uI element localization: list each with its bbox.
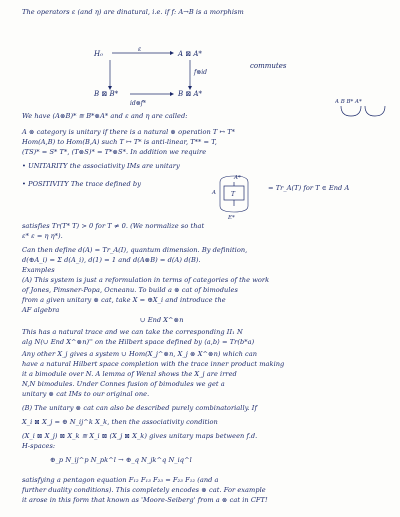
side-cup-figure: [335, 96, 390, 120]
text-line-35: ⊕_p N_ij^p N_pk^l → ⊕_q N_jk^q N_iq^l: [50, 456, 192, 464]
text-line-28: it a bimodule over N. A lemma of Wenzl shows the X_j are irred: [22, 370, 237, 378]
diagram-node-bottom-left: B ⊠ B*: [94, 90, 119, 98]
text-line-38: it arose in this form that known as 'Moore-Seiberg' from a ⊗ cat in CFT!: [22, 496, 268, 504]
text-line-33: (X_i ⊠ X_j) ⊠ X_k ≅ X_i ⊠ (X_j ⊠ X_k) gives unitary maps between f.d.: [22, 432, 258, 440]
box-label-bottom: E*: [228, 215, 235, 220]
text-line-20: of Jones, Pimsner-Popa, Ocneanu. To build a ⊗ cat of bimodules: [22, 286, 238, 294]
diagram-node-top-right: A ⊠ A*: [178, 50, 202, 58]
diagram-label-bottom: id⊗f*: [130, 100, 147, 107]
diagram-node-h0: H₀: [94, 50, 103, 58]
text-line-18: Examples: [22, 266, 55, 274]
text-line-14: satisfies Tr(T* T) > 0 for T ≠ 0. (We normalize so that: [22, 222, 205, 230]
text-line-31: (B) The unitary ⊗ cat can also be described purely combinatorially. If: [22, 404, 257, 412]
text-line-22: AF algebra: [22, 306, 60, 314]
text-line-30: unitary ⊗ cat IMs to our original one.: [22, 390, 150, 398]
trace-box-figure: [210, 172, 270, 220]
text-line-23: ∪ End X^⊗n: [140, 316, 184, 324]
text-line-16: Can then define d(A) = Tr_A(I), quantum dimension. By definition,: [22, 246, 248, 254]
text-line-21: from a given unitary ⊗ cat, take X = ⊕X_i and introduce the: [22, 296, 226, 304]
text-line-9: Hom(A,B) to Hom(B,A) such T ↦ T* is anti-linear, T** = T,: [22, 138, 217, 146]
text-line-34: H-spaces:: [22, 442, 56, 450]
text-line-12: • POSITIVITY The trace defined by: [22, 180, 141, 188]
box-label-top: A*: [234, 175, 241, 181]
text-line-19: (A) This system is just a reformulation in terms of categories of the work: [22, 276, 270, 284]
text-line-37: further duality conditions). This completely encodes ⊗ cat. For example: [22, 486, 266, 494]
text-line-17: d(⊕A_i) = Σ d(A_i), d(1) = 1 and d(A⊗B) = d(A) d(B).: [22, 256, 201, 264]
diagram-label-f-id: f⊗id: [194, 69, 208, 76]
text-line-8: A ⊗ category is unitary if there is a natural ⊗ operation T ↦ T*: [22, 128, 236, 136]
text-line-15: ε* ε = η η*).: [22, 232, 63, 240]
text-line-32: X_i ⊠ X_j = ⊕ N_ij^k X_k, then the associativity condition: [22, 418, 218, 426]
text-line-36: satisfying a pentagon equation F₁₂ F₁₃ F₂₃ = F₂₃ F₁₂ (and a: [22, 476, 219, 484]
text-line-7: We have (A⊗B)* ≅ B*⊗A* and ε and η are called:: [22, 112, 188, 120]
diagram-node-bottom-right: B ⊠ A*: [178, 90, 203, 98]
text-line-29: N,N bimodules. Under Connes fusion of bimodules we get a: [22, 380, 225, 388]
text-line-12b: = Tr_A(T) for T ∈ End A: [268, 184, 350, 192]
text-line-27: have a natural Hilbert space completion with the trace inner product making: [22, 360, 285, 368]
text-line-11: • UNITARITY the associativity IMs are unitary: [22, 162, 180, 170]
commutative-diagram: [90, 46, 320, 108]
text-line-1: The operators ε (and η) are dinatural, i.e. if f: A→B is a morphism: [22, 8, 244, 16]
side-note-labels: A B B* A*: [335, 99, 362, 105]
text-line-25: alg N(∪ End X^⊗n)'' on the Hilbert space defined by ⟨a,b⟩ = Tr(b*a): [22, 338, 255, 346]
text-line-26: Any other X_j gives a system ∪ Hom(X_j^⊗n, X_j ⊗ X^⊗n) which can: [22, 350, 258, 358]
diagram-label-epsilon: ε: [138, 46, 142, 53]
box-label-left: A: [212, 190, 216, 196]
text-line-10: (TS)* = S* T*, (T⊗S)* = T*⊗S*. In addition we require: [22, 148, 207, 156]
box-label-t: T: [231, 191, 236, 198]
commutes-label: commutes: [250, 62, 287, 70]
text-line-24: This has a natural trace and we can take the corresponding II₁ N: [22, 328, 243, 336]
